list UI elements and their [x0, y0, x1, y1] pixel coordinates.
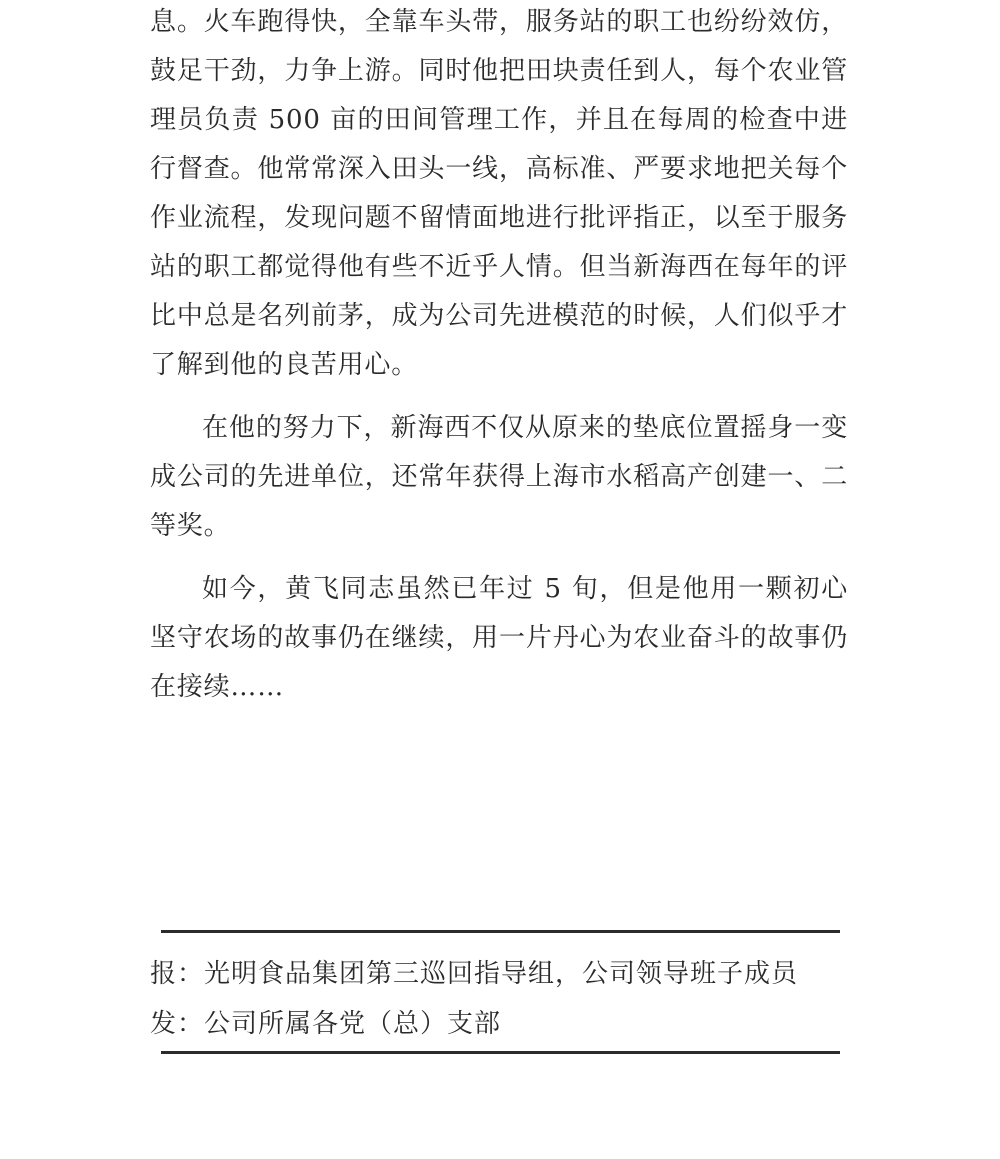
paragraph-closing: 如今，黄飞同志虽然已年过 5 旬，但是他用一颗初心坚守农场的故事仍在继续，用一片丹心为农业奋斗的故事仍在接续…… [150, 574, 848, 702]
paragraph-continuation: 息。火车跑得快，全靠车头带，服务站的职工也纷纷效仿，鼓足干劲，力争上游。同时他把田块责任到人，每个农业管理员负责 500 亩的田间管理工作，并且在每周的检查中进行督查。他常常深入田头一线，高标准、严要求地把关每个作业流程，发现问题不留情面地进行批评指正，以至于服务站的职工都觉得他有些不近乎人情。但当新海西在每年的评比中总是名列前茅，成为公司先进模范的时候，人们似乎才了解到他的良苦用心。 [150, 7, 848, 380]
document-footer [150, 930, 848, 1054]
paragraph-achievements: 在他的努力下，新海西不仅从原来的垫底位置摇身一变成公司的先进单位，还常年获得上海市水稻高产创建一、二等奖。 [150, 413, 848, 541]
footer-bottom-rule [161, 1051, 840, 1054]
document-body [150, 0, 848, 726]
footer-issue-line: 发：公司所属各党（总）支部 [150, 1009, 502, 1039]
footer-report-line: 报：光明食品集团第三巡回指导组，公司领导班子成员 [150, 959, 799, 989]
footer-top-rule [161, 930, 840, 933]
